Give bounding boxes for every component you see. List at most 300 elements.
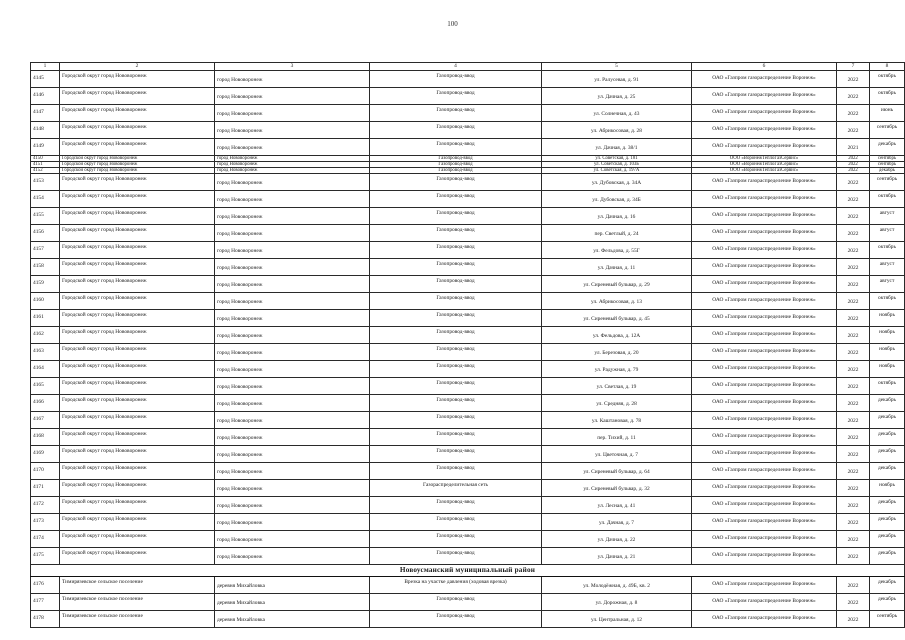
municipality-cell xyxy=(60,225,215,242)
year-cell xyxy=(837,412,870,429)
locality-cell-text: город Нововоронеж xyxy=(217,231,263,238)
month-cell-text: сентябрь xyxy=(877,162,897,168)
locality-cell-text: город Нововоронеж xyxy=(217,214,263,221)
column-number-2-text: 2 xyxy=(135,62,139,69)
month-cell xyxy=(870,531,905,548)
municipality-cell xyxy=(60,259,215,276)
owner-cell-text: ОАО «Газпром газораспределение Воронеж» xyxy=(712,399,816,406)
municipality-cell-text: Городской округ город Нововоронеж xyxy=(62,227,147,234)
year-cell xyxy=(837,514,870,531)
year-cell xyxy=(837,327,870,344)
object-type-cell-text: Газопровод-ввод xyxy=(436,448,475,455)
address-cell xyxy=(542,531,692,548)
locality-cell-text: город Нововоронеж xyxy=(217,248,263,255)
object-type-cell xyxy=(370,293,542,310)
year-cell xyxy=(837,276,870,293)
municipality-cell-text: Тимирязевское сельское поселение xyxy=(62,613,143,620)
object-type-cell xyxy=(370,88,542,105)
month-cell-text: октябрь xyxy=(878,193,896,200)
row-number-cell xyxy=(31,139,60,156)
year-cell-text: 2022 xyxy=(847,537,859,544)
municipality-cell xyxy=(60,191,215,208)
owner-cell xyxy=(692,191,837,208)
row-number-cell-text: 4152 xyxy=(33,168,43,174)
owner-cell xyxy=(692,71,837,88)
year-cell-text: 2022 xyxy=(847,452,859,459)
row-number-cell-text: 4172 xyxy=(33,501,44,508)
locality-cell xyxy=(215,310,370,327)
year-cell-text: 2021 xyxy=(847,145,859,152)
municipality-cell xyxy=(60,594,215,611)
owner-cell xyxy=(692,139,837,156)
row-number-cell xyxy=(31,594,60,611)
row-number-cell-text: 4170 xyxy=(33,467,44,474)
row-number-cell xyxy=(31,105,60,122)
row-number-cell xyxy=(31,611,60,628)
locality-cell xyxy=(215,208,370,225)
month-cell xyxy=(870,327,905,344)
owner-cell-text: ОАО «Газпром газораспределение Воронеж» xyxy=(712,450,816,457)
year-cell-text: 2022 xyxy=(847,333,859,340)
year-cell xyxy=(837,225,870,242)
table-row xyxy=(31,276,905,293)
row-number-cell-text: 4151 xyxy=(33,162,43,168)
object-type-cell-text: Газопровод-ввод xyxy=(436,107,475,114)
column-number-2 xyxy=(60,63,215,71)
municipality-cell-text: Городской округ город Нововоронеж xyxy=(62,329,147,336)
year-cell xyxy=(837,577,870,594)
municipality-cell-text: Городской округ город Нововоронеж xyxy=(62,107,147,114)
year-cell xyxy=(837,446,870,463)
locality-cell xyxy=(215,463,370,480)
row-number-cell-text: 4156 xyxy=(33,229,44,236)
object-type-cell xyxy=(370,497,542,514)
owner-cell-text: ООО «ВоронежТеплоГазСервис» xyxy=(729,168,799,174)
object-type-cell xyxy=(370,344,542,361)
locality-cell xyxy=(215,344,370,361)
owner-cell xyxy=(692,105,837,122)
address-cell-text: ул. Абрикосовая, д. 28 xyxy=(591,128,642,135)
locality-cell-text: город Нововоронеж xyxy=(217,435,263,442)
municipality-cell xyxy=(60,480,215,497)
address-cell-text: ул. Дачная, д. 11 xyxy=(597,265,636,272)
municipality-cell-text: Городской округ город Нововоронеж xyxy=(62,168,138,174)
month-cell xyxy=(870,395,905,412)
object-type-cell-text: Газопровод-ввод xyxy=(438,156,473,161)
table-row xyxy=(31,327,905,344)
object-type-cell-text: Газопровод-ввод xyxy=(438,162,473,168)
row-number-cell xyxy=(31,310,60,327)
municipality-cell-text: Городской округ город Нововоронеж xyxy=(62,431,147,438)
owner-cell xyxy=(692,208,837,225)
row-number-cell-text: 4161 xyxy=(33,314,44,321)
locality-cell-text: деревня Михайловка xyxy=(217,583,265,590)
municipality-cell-text: Городской округ город Нововоронеж xyxy=(62,90,147,97)
locality-cell xyxy=(215,174,370,191)
owner-cell-text: ООО «ВоронежТеплоГазСервис» xyxy=(729,162,799,168)
object-type-cell xyxy=(370,225,542,242)
year-cell xyxy=(837,122,870,139)
owner-cell-text: ОАО «Газпром газораспределение Воронеж» xyxy=(712,109,816,116)
month-cell xyxy=(870,310,905,327)
month-cell xyxy=(870,71,905,88)
object-type-cell-text: Газопровод-ввод xyxy=(436,613,475,620)
column-number-7-text: 7 xyxy=(851,62,855,69)
row-number-cell xyxy=(31,361,60,378)
owner-cell xyxy=(692,594,837,611)
row-number-cell xyxy=(31,480,60,497)
table-row xyxy=(31,412,905,429)
table-row xyxy=(31,429,905,446)
municipality-cell xyxy=(60,122,215,139)
locality-cell-text: город Нововоронеж xyxy=(217,469,263,476)
year-cell xyxy=(837,208,870,225)
address-cell xyxy=(542,514,692,531)
locality-cell-text: город Нововоронеж xyxy=(217,282,263,289)
object-type-cell-text: Газопровод-ввод xyxy=(436,533,475,540)
section-title: Новоусманский муниципальный район xyxy=(31,565,905,577)
year-cell-text: 2022 xyxy=(847,418,859,425)
year-cell-text: 2022 xyxy=(847,316,859,323)
row-number-cell-text: 4145 xyxy=(33,75,44,82)
locality-cell-text: город Нововоронеж xyxy=(217,156,258,161)
address-cell-text: ул. Дачная, д. 7 xyxy=(599,520,634,527)
locality-cell xyxy=(215,531,370,548)
address-cell xyxy=(542,361,692,378)
object-type-cell-text: Газопровод-ввод xyxy=(436,227,475,234)
year-cell-text: 2022 xyxy=(847,214,859,221)
owner-cell-text: ОАО «Газпром газораспределение Воронеж» xyxy=(712,484,816,491)
year-cell xyxy=(837,242,870,259)
object-type-cell xyxy=(370,480,542,497)
month-cell xyxy=(870,139,905,156)
address-cell xyxy=(542,242,692,259)
table-row xyxy=(31,105,905,122)
municipality-cell xyxy=(60,327,215,344)
owner-cell-text: ОАО «Газпром газораспределение Воронеж» xyxy=(712,75,816,82)
row-number-cell xyxy=(31,191,60,208)
month-cell-text: декабрь xyxy=(879,168,895,174)
owner-cell xyxy=(692,122,837,139)
owner-cell xyxy=(692,310,837,327)
month-cell-text: сентябрь xyxy=(876,124,898,131)
row-number-cell-text: 4176 xyxy=(33,581,44,588)
locality-cell xyxy=(215,225,370,242)
row-number-cell xyxy=(31,88,60,105)
object-type-cell-text: Газопровод-ввод xyxy=(436,346,475,353)
locality-cell xyxy=(215,259,370,276)
year-cell xyxy=(837,361,870,378)
month-cell-text: декабрь xyxy=(878,141,896,148)
address-cell xyxy=(542,105,692,122)
month-cell-text: сентябрь xyxy=(876,176,898,183)
year-cell-text: 2022 xyxy=(848,162,858,168)
year-cell-text: 2022 xyxy=(847,248,859,255)
address-cell xyxy=(542,276,692,293)
address-cell-text: ул. Дубовская, д. 34А xyxy=(591,180,642,187)
year-cell-text: 2022 xyxy=(847,282,859,289)
month-cell xyxy=(870,259,905,276)
year-cell-text: 2022 xyxy=(847,180,859,187)
locality-cell xyxy=(215,105,370,122)
address-cell-text: ул. Цветочная, д. 7 xyxy=(595,452,638,459)
month-cell-text: ноябрь xyxy=(879,329,895,336)
municipality-cell xyxy=(60,463,215,480)
owner-cell-text: ОАО «Газпром газораспределение Воронеж» xyxy=(712,212,816,219)
row-number-cell-text: 4154 xyxy=(33,195,44,202)
year-cell xyxy=(837,191,870,208)
owner-cell xyxy=(692,548,837,565)
municipality-cell-text: Городской округ город Нововоронеж xyxy=(62,414,147,421)
row-number-cell-text: 4159 xyxy=(33,280,44,287)
municipality-cell-text: Городской округ город Нововоронеж xyxy=(62,533,147,540)
address-cell-text: ул. Советская, д. 103Б xyxy=(593,162,639,168)
address-cell xyxy=(542,378,692,395)
address-cell xyxy=(542,139,692,156)
column-number-6-text: 6 xyxy=(762,62,766,69)
address-cell-text: ул. Сиреневый бульвар, д. 64 xyxy=(583,469,650,476)
owner-cell xyxy=(692,611,837,628)
row-number-cell xyxy=(31,122,60,139)
locality-cell-text: город Нововоронеж xyxy=(217,180,263,187)
owner-cell-text: ОАО «Газпром газораспределение Воронеж» xyxy=(712,126,816,133)
owner-cell xyxy=(692,497,837,514)
address-cell xyxy=(542,611,692,628)
row-number-cell-text: 4167 xyxy=(33,416,44,423)
row-number-cell-text: 4153 xyxy=(33,178,44,185)
month-cell xyxy=(870,378,905,395)
locality-cell-text: город Нововоронеж xyxy=(217,197,263,204)
object-type-cell xyxy=(370,611,542,628)
month-cell xyxy=(870,293,905,310)
municipality-cell-text: Городской округ город Нововоронеж xyxy=(62,482,147,489)
address-cell-text: ул. Советская, д. 181 xyxy=(595,156,638,161)
month-cell xyxy=(870,463,905,480)
municipality-cell xyxy=(60,174,215,191)
address-cell xyxy=(542,344,692,361)
object-type-cell xyxy=(370,191,542,208)
address-cell xyxy=(542,208,692,225)
locality-cell-text: город Нововоронеж xyxy=(217,145,263,152)
year-cell-text: 2022 xyxy=(847,111,859,118)
address-cell-text: ул. Дачная, д. 22 xyxy=(597,537,636,544)
address-cell xyxy=(542,412,692,429)
locality-cell-text: деревня Михайловка xyxy=(217,617,265,624)
month-cell-text: декабрь xyxy=(878,499,896,506)
object-type-cell-text: Газопровод-ввод xyxy=(436,141,475,148)
owner-cell xyxy=(692,463,837,480)
row-number-cell-text: 4178 xyxy=(33,615,44,622)
year-cell-text: 2022 xyxy=(847,600,859,607)
locality-cell-text: город Нововоронеж xyxy=(217,333,263,340)
object-type-cell-text: Газопровод-ввод xyxy=(436,278,475,285)
month-cell xyxy=(870,594,905,611)
column-number-7 xyxy=(837,63,870,71)
owner-cell-text: ОАО «Газпром газораспределение Воронеж» xyxy=(712,615,816,622)
address-cell-text: ул. Абрикосовая, д. 13 xyxy=(591,299,642,306)
object-type-cell-text: Газопровод-ввод xyxy=(436,431,475,438)
month-cell-text: декабрь xyxy=(878,414,896,421)
row-number-cell xyxy=(31,531,60,548)
municipality-cell-text: Городской округ город Нововоронеж xyxy=(62,244,147,251)
address-cell xyxy=(542,594,692,611)
year-cell-text: 2022 xyxy=(847,299,859,306)
municipality-cell xyxy=(60,497,215,514)
address-cell-text: ул. Светлая, д. 19 xyxy=(596,384,637,391)
address-cell-text: пер. Тихий, д. 11 xyxy=(597,435,636,442)
month-cell-text: ноябрь xyxy=(879,363,895,370)
year-cell xyxy=(837,344,870,361)
column-number-6 xyxy=(692,63,837,71)
object-type-cell xyxy=(370,531,542,548)
owner-cell-text: ОАО «Газпром газораспределение Воронеж» xyxy=(712,467,816,474)
year-cell-text: 2022 xyxy=(848,156,858,161)
owner-cell xyxy=(692,480,837,497)
address-cell-text: ул. Лесная, д. 41 xyxy=(597,503,636,510)
year-cell xyxy=(837,310,870,327)
year-cell xyxy=(837,480,870,497)
row-number-cell xyxy=(31,463,60,480)
municipality-cell-text: Городской округ город Нововоронеж xyxy=(62,550,147,557)
locality-cell xyxy=(215,395,370,412)
column-number-5 xyxy=(542,63,692,71)
municipality-cell-text: Городской округ город Нововоронеж xyxy=(62,448,147,455)
owner-cell xyxy=(692,514,837,531)
object-type-cell-text: Газопровод-ввод xyxy=(436,363,475,370)
owner-cell-text: ОАО «Газпром газораспределение Воронеж» xyxy=(712,314,816,321)
municipality-cell-text: Городской округ город Нововоронеж xyxy=(62,193,147,200)
locality-cell xyxy=(215,242,370,259)
owner-cell xyxy=(692,361,837,378)
municipality-cell-text: Городской округ город Нововоронеж xyxy=(62,346,147,353)
locality-cell xyxy=(215,293,370,310)
municipality-cell-text: Городской округ город Нововоронеж xyxy=(62,380,147,387)
locality-cell-text: город Нововоронеж xyxy=(217,401,263,408)
object-type-cell xyxy=(370,105,542,122)
table-row xyxy=(31,225,905,242)
object-type-cell xyxy=(370,463,542,480)
address-cell-text: ул. Фельдова, д. 55Г xyxy=(593,248,640,255)
year-cell xyxy=(837,463,870,480)
row-number-cell xyxy=(31,497,60,514)
row-number-cell-text: 4173 xyxy=(33,518,44,525)
municipality-cell-text: Городской округ город Нововоронеж xyxy=(62,499,147,506)
month-cell-text: декабрь xyxy=(878,533,896,540)
year-cell-text: 2022 xyxy=(847,128,859,135)
row-number-cell xyxy=(31,514,60,531)
month-cell xyxy=(870,191,905,208)
owner-cell-text: ООО «ВоронежТеплоГазСервис» xyxy=(729,156,799,161)
municipality-cell xyxy=(60,344,215,361)
locality-cell xyxy=(215,327,370,344)
month-cell-text: декабрь xyxy=(878,516,896,523)
object-type-cell-text: Газопровод-ввод xyxy=(436,312,475,319)
month-cell-text: октябрь xyxy=(878,73,896,80)
owner-cell-text: ОАО «Газпром газораспределение Воронеж» xyxy=(712,535,816,542)
owner-cell xyxy=(692,531,837,548)
object-type-cell-text: Газопровод-ввод xyxy=(436,329,475,336)
owner-cell-text: ОАО «Газпром газораспределение Воронеж» xyxy=(712,501,816,508)
month-cell xyxy=(870,225,905,242)
municipality-cell xyxy=(60,548,215,565)
table-row xyxy=(31,577,905,594)
row-number-cell-text: 4149 xyxy=(33,143,44,150)
locality-cell xyxy=(215,191,370,208)
locality-cell xyxy=(215,122,370,139)
locality-cell xyxy=(215,446,370,463)
column-number-1 xyxy=(31,63,60,71)
section-heading-row xyxy=(31,565,905,577)
object-type-cell xyxy=(370,429,542,446)
owner-cell xyxy=(692,577,837,594)
owner-cell xyxy=(692,429,837,446)
address-cell-text: ул. Дачная, д. 25 xyxy=(597,94,636,101)
owner-cell-text: ОАО «Газпром газораспределение Воронеж» xyxy=(712,331,816,338)
municipality-cell-text: Тимирязевское сельское поселение xyxy=(62,579,143,586)
address-cell xyxy=(542,429,692,446)
year-cell-text: 2022 xyxy=(847,520,859,527)
object-type-cell-text: Газопровод-ввод xyxy=(436,414,475,421)
municipality-cell-text: Городской округ город Нововоронеж xyxy=(62,278,147,285)
address-cell xyxy=(542,259,692,276)
owner-cell-text: ОАО «Газпром газораспределение Воронеж» xyxy=(712,518,816,525)
year-cell-text: 2022 xyxy=(847,265,859,272)
address-cell xyxy=(542,191,692,208)
municipality-cell xyxy=(60,412,215,429)
address-cell xyxy=(542,293,692,310)
month-cell-text: август xyxy=(879,227,895,234)
month-cell-text: октябрь xyxy=(878,244,896,251)
locality-cell-text: город Нововоронеж xyxy=(217,111,263,118)
table-row xyxy=(31,480,905,497)
object-type-cell xyxy=(370,139,542,156)
address-cell-text: ул. Сиреневый бульвар, д. 45 xyxy=(583,316,650,323)
year-cell xyxy=(837,378,870,395)
locality-cell xyxy=(215,429,370,446)
locality-cell-text: город Нововоронеж xyxy=(217,128,263,135)
row-number-cell-text: 4157 xyxy=(33,246,44,253)
row-number-cell xyxy=(31,71,60,88)
table-row xyxy=(31,259,905,276)
owner-cell-text: ОАО «Газпром газораспределение Воронеж» xyxy=(712,143,816,150)
locality-cell-text: город Нововоронеж xyxy=(217,520,263,527)
locality-cell xyxy=(215,276,370,293)
month-cell-text: август xyxy=(879,261,895,268)
owner-cell xyxy=(692,88,837,105)
row-number-cell xyxy=(31,174,60,191)
object-type-cell xyxy=(370,310,542,327)
month-cell xyxy=(870,548,905,565)
month-cell xyxy=(870,242,905,259)
row-number-cell xyxy=(31,327,60,344)
object-type-cell-text: Газопровод-ввод xyxy=(436,73,475,80)
table-row xyxy=(31,71,905,88)
municipality-cell xyxy=(60,310,215,327)
year-cell-text: 2022 xyxy=(847,469,859,476)
object-type-cell-text: Газопровод-ввод xyxy=(436,380,475,387)
object-type-cell-text: Газопровод-ввод xyxy=(436,90,475,97)
object-type-cell-text: Газопровод-ввод xyxy=(436,550,475,557)
year-cell xyxy=(837,497,870,514)
owner-cell-text: ОАО «Газпром газораспределение Воронеж» xyxy=(712,365,816,372)
month-cell xyxy=(870,105,905,122)
year-cell xyxy=(837,88,870,105)
row-number-cell xyxy=(31,242,60,259)
object-type-cell xyxy=(370,446,542,463)
month-cell-text: декабрь xyxy=(878,596,896,603)
row-number-cell-text: 4166 xyxy=(33,399,44,406)
address-cell-text: ул. Средняя, д. 28 xyxy=(596,401,637,408)
